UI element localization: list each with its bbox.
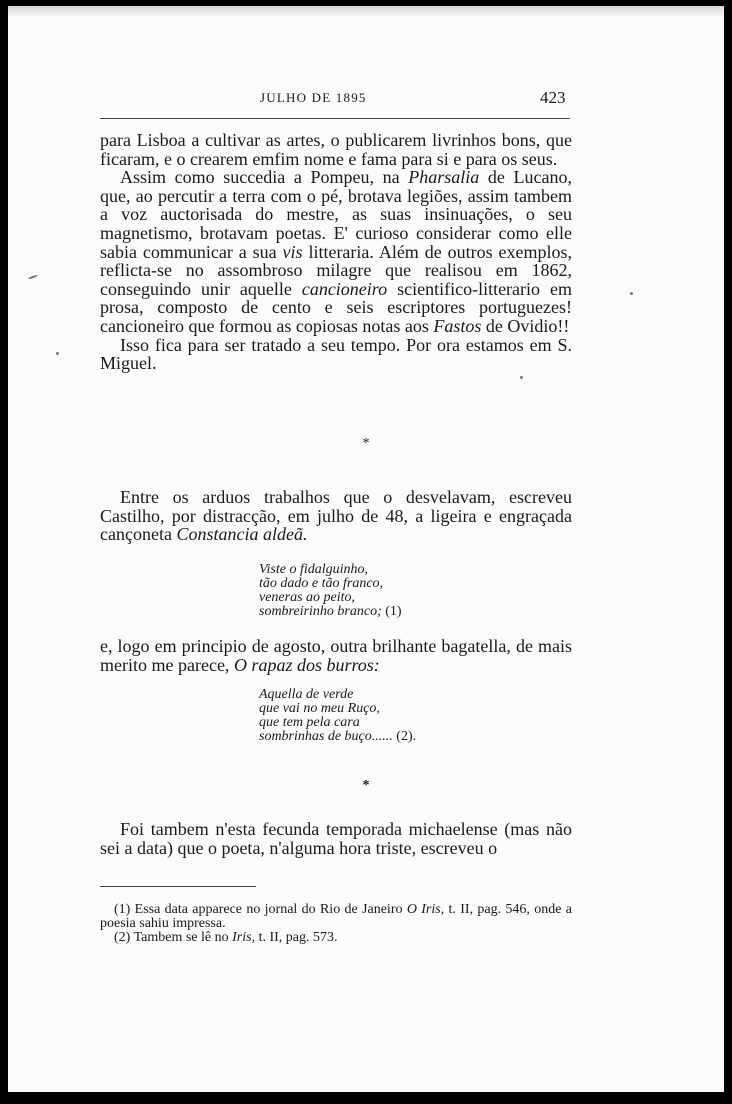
verse-block-2 — [259, 688, 416, 744]
running-header: JULHO DE 1895 — [260, 90, 367, 105]
header-rule — [100, 118, 570, 119]
body-text-block-2 — [100, 488, 572, 544]
footnote-ref: (2). — [396, 729, 417, 744]
verse-line: que vai no meu Ruço, — [259, 701, 380, 716]
verse-block-1 — [259, 563, 402, 619]
scan-edge-shadow — [8, 6, 724, 16]
footnote-1: (1) Essa data apparece no jornal do Rio de Janeiro O Iris, t. II, pag. 546, onde a poesia sahiu impressa. — [100, 902, 573, 932]
footnote-rule — [100, 886, 256, 887]
verse-line: tão dado e tão franco, — [259, 576, 384, 591]
body-text-block-3 — [100, 637, 572, 674]
scan-speck — [520, 376, 523, 379]
footnotes — [100, 903, 572, 946]
body-text-block-4 — [100, 820, 572, 857]
page-sheet — [8, 6, 724, 1092]
paragraph-1: para Lisboa a cultivar as artes, o publicarem livrinhos bons, que ficaram, e o crearem emfim nome e fama para si e para os seus. — [100, 130, 572, 169]
verse-line: sombreirinho branco; (1) — [259, 604, 402, 619]
paragraph-4: Entre os arduos trabalhos que o desvelavam, escreveu Castilho, por distracção, em julho de 48, a ligeira e engraçada cançoneta Constancia aldeã. — [100, 487, 572, 545]
scan-speck — [56, 352, 59, 355]
section-separator-2: * — [362, 778, 370, 793]
paragraph-2: Assim como succedia a Pompeu, na Pharsalia de Lucano, que, ao percutir a terra com o pé, brotava legiões, assim tambem a voz auctorisada do mestre, as suas insinuações, o seu magnetismo, brotavam poetas. E' curioso considerar como elle sabia communicar a sua vis litteraria. Além de outros exemplos, reflicta-se no assombroso milagre que realisou em 1862, conseguindo unir aquelle cancioneiro scientifico-litterario em prosa, composto de cento e seis escriptores portuguezes! cancioneiro que formou as copiosas notas aos Fastos de Ovidio!! — [100, 167, 572, 336]
footnote-ref: (1) — [385, 604, 402, 619]
body-text-block-1 — [100, 131, 572, 373]
verse-line: que tem pela cara — [259, 715, 360, 730]
footnote-2: (2) Tambem se lê no Iris, t. II, pag. 573. — [114, 930, 338, 946]
verse-line: sombrinhas de buço...... (2). — [259, 729, 417, 744]
scan-speck — [630, 292, 633, 295]
paragraph-3: Isso fica para ser tratado a seu tempo. Por ora estamos em S. Miguel. — [100, 334, 572, 374]
page-number: 423 — [540, 88, 566, 107]
verse-line: Viste o fidalguinho, — [259, 562, 369, 577]
paragraph-5: e, logo em principio de agosto, outra brilhante bagatella, de mais merito me parece, O rapaz dos burros: — [100, 636, 572, 675]
scan-speck — [28, 274, 38, 279]
verse-line: Aquella de verde — [259, 687, 354, 702]
paragraph-6: Foi tambem n'esta fecunda temporada michaelense (mas não sei a data) que o poeta, n'alguma hora triste, escreveu o — [100, 819, 572, 858]
verse-line: veneras ao peito, — [259, 590, 356, 605]
section-separator-1: * — [362, 436, 370, 451]
